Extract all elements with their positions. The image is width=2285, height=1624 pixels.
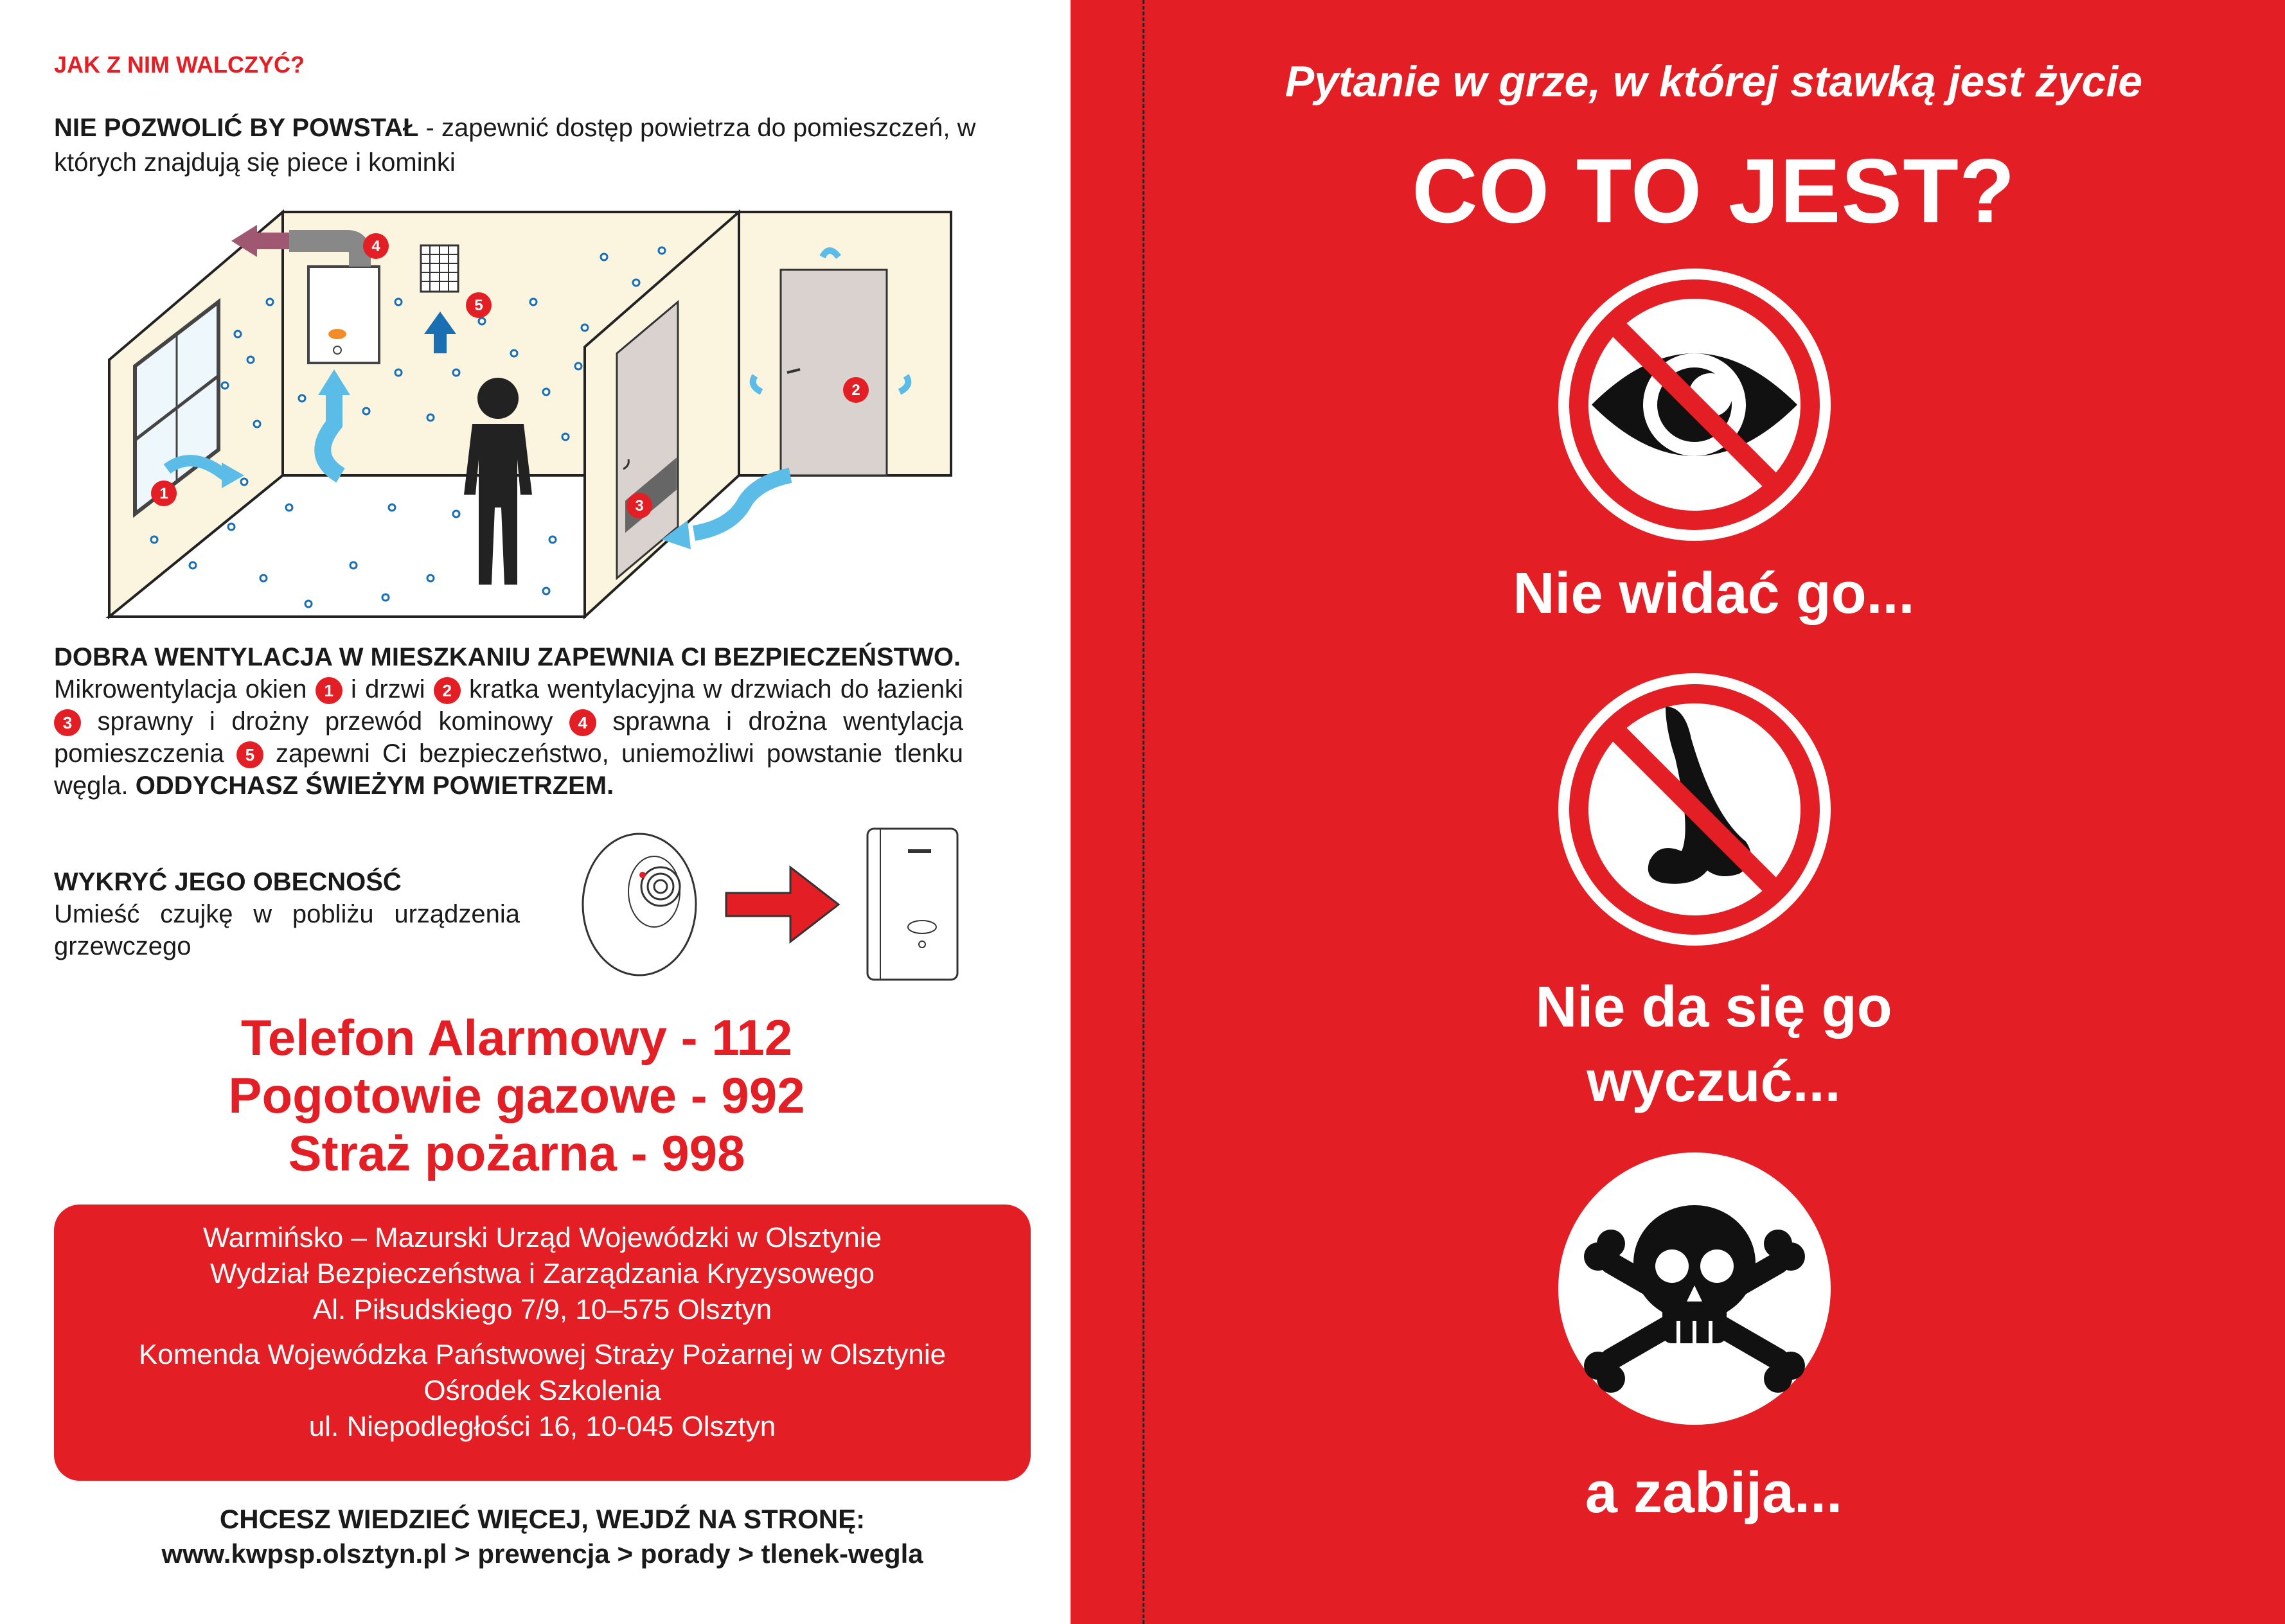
detector-paragraph [54,866,520,962]
ventilation-text-5: sprawna i drożna wentylacja pomieszczenia [54,707,964,768]
ventilation-closing: ODDYCHASZ ŚWIEŻYM POWIETRZEM. [135,772,614,800]
website-link[interactable]: www.kwpsp.olsztyn.pl > prewencja > porady > tlenek-wegla [161,1539,923,1569]
number-badge-1: 1 [316,677,342,704]
caption-kills: a zabija... [1585,1461,1843,1525]
emergency-phones [54,1009,979,1182]
skull-crossbones-icon [1553,1147,1836,1430]
detector-title: WYKRYĆ JEGO OBECNOŚĆ [54,868,402,896]
phone-fire: Straż pożarna - 998 [288,1125,745,1181]
address-block-1 [54,1220,1031,1328]
section-heading: JAK Z NIM WALCZYĆ? [54,51,305,78]
address-line: Wydział Bezpieczeństwa i Zarządzania Kryzysowego [209,1258,875,1289]
ventilation-text-4: sprawny i drożny przewód kominowy [81,707,569,736]
address-box [54,1205,1031,1481]
address-line: ul. Niepodległości 16, 10-045 Olsztyn [308,1411,776,1442]
left-panel [0,0,1071,1624]
address-block-2 [54,1337,1031,1445]
more-info [54,1502,1031,1571]
co-detector-illustration [578,822,964,989]
caption-no-smell-2: wyczuć... [1587,1050,1841,1114]
ventilation-paragraph [54,641,963,802]
caption-no-smell [1142,970,2285,1119]
room-label-5: 5 [474,297,483,314]
caption-no-smell-1: Nie da się go [1535,975,1892,1039]
address-line: Al. Piłsudskiego 7/9, 10–575 Olsztyn [312,1294,772,1325]
intro-paragraph [54,110,979,180]
main-title: CO TO JEST? [1412,140,2016,242]
detector-text: Umieść czujkę w pobliżu urządzenia grzewczego [54,900,520,960]
ventilation-title: DOBRA WENTYLACJA W MIESZKANIU ZAPEWNIA CI BEZPIECZEŃSTWO. [54,643,961,671]
ventilation-text-6: zapewni Ci bezpieczeństwo, uniemożliwi powstanie tlenku węgla. [54,739,963,800]
address-line: Komenda Wojewódzka Państwowej Straży Pożarnej w Olsztynie [138,1339,947,1370]
more-info-title: CHCESZ WIEDZIEĆ WIĘCEJ, WEJDŹ NA STRONĘ: [219,1504,866,1534]
no-nose-icon [1553,668,1836,951]
number-badge-3: 3 [54,709,81,736]
number-badge-4: 4 [569,709,596,736]
tagline: Pytanie w grze, w której stawką jest życie [1285,57,2143,106]
ventilation-text-1: Mikrowentylacja okien [54,675,316,703]
number-badge-5: 5 [236,741,263,768]
room-label-2: 2 [851,382,860,399]
ventilation-text-3: kratka wentylacyjna w drzwiach do łazienki [460,675,963,703]
number-badge-2: 2 [434,677,461,704]
room-ventilation-illustration [96,206,964,623]
phone-alarm: Telefon Alarmowy - 112 [240,1009,793,1066]
room-label-1: 1 [159,485,168,502]
intro-text: - zapewnić dostęp powietrza do pomieszczeń, w których znajdują się piece i kominki [54,114,976,177]
room-label-4: 4 [371,238,380,255]
intro-bold: NIE POZWOLIĆ BY POWSTAŁ [54,114,419,142]
address-line: Warmińsko – Mazurski Urząd Wojewódzki w Olsztynie [202,1222,882,1253]
address-line: Ośrodek Szkolenia [423,1375,661,1406]
room-label-3: 3 [635,497,644,515]
ventilation-text-2: i drzwi [342,675,434,703]
no-eye-icon [1553,263,1836,546]
caption-not-visible: Nie widać go... [1513,561,1915,626]
phone-gas: Pogotowie gazowe - 992 [228,1067,805,1124]
